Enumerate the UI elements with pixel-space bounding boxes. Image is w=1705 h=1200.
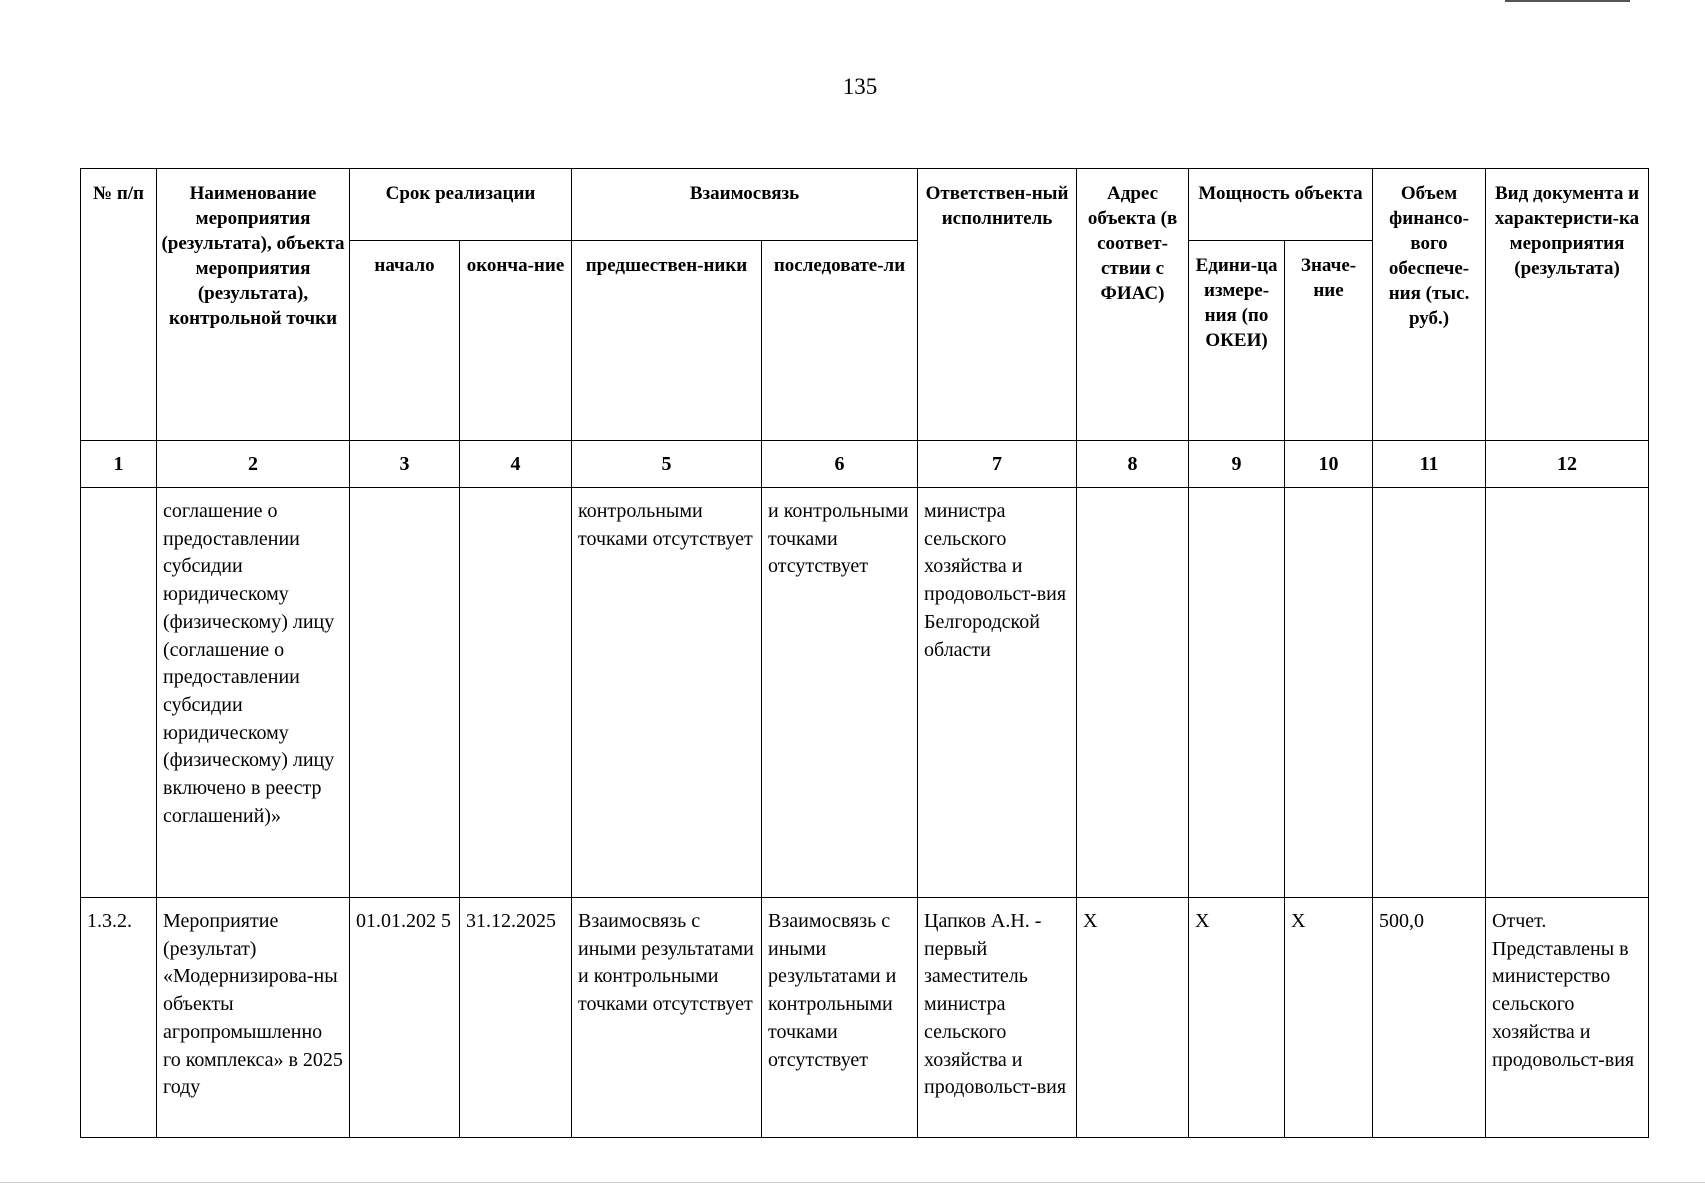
header-predecessors: предшествен-ники [572, 241, 762, 441]
cell-end [460, 488, 572, 898]
cell-predecessors: Взаимосвязь с иными результатами и контрольными точками отсутствует [572, 898, 762, 1138]
column-number: 2 [157, 441, 350, 488]
column-number: 5 [572, 441, 762, 488]
header-doc-type: Вид документа и характеристи-ка мероприятия (результата) [1486, 169, 1649, 441]
column-number: 12 [1486, 441, 1649, 488]
column-number: 6 [762, 441, 918, 488]
column-number: 1 [81, 441, 157, 488]
header-relation: Взаимосвязь [572, 169, 918, 241]
page-number: 135 [842, 74, 878, 99]
column-number: 9 [1189, 441, 1285, 488]
cell-value [1285, 488, 1373, 898]
column-number: 4 [460, 441, 572, 488]
column-number: 11 [1373, 441, 1486, 488]
header-value: Значе-ние [1285, 241, 1373, 441]
cell-volume: 500,0 [1373, 898, 1486, 1138]
cell-num [81, 488, 157, 898]
cell-doc-type: Отчет. Представлены в министерство сельского хозяйства и продовольст-вия [1486, 898, 1649, 1138]
header-end: оконча-ние [460, 241, 572, 441]
cell-responsible: министра сельского хозяйства и продовольст-вия Белгородской области [918, 488, 1077, 898]
cell-value: X [1285, 898, 1373, 1138]
header-start: начало [350, 241, 460, 441]
header-row-1 [81, 169, 1649, 241]
cell-start: 01.01.202 5 [350, 898, 460, 1138]
cell-name: Мероприятие (результат) «Модернизирова-ны объекты агропромышленно го комплекса» в 2025 году [157, 898, 350, 1138]
column-number: 10 [1285, 441, 1373, 488]
column-number: 7 [918, 441, 1077, 488]
cell-start [350, 488, 460, 898]
plan-table [80, 168, 1649, 1138]
column-number: 3 [350, 441, 460, 488]
header-capacity: Мощность объекта [1189, 169, 1373, 241]
header-successors: последовате-ли [762, 241, 918, 441]
cell-successors: и контрольными точками отсутствует [762, 488, 918, 898]
cell-successors: Взаимосвязь с иными результатами и контрольными точками отсутствует [762, 898, 918, 1138]
column-number-row [81, 441, 1649, 488]
cell-address [1077, 488, 1189, 898]
header-num: № п/п [81, 169, 157, 441]
header-name: Наименование мероприятия (результата), объекта мероприятия (результата), контрольной точки [157, 169, 350, 441]
scan-edge-line [1505, 0, 1630, 2]
header-unit: Едини-ца измере-ния (по ОКЕИ) [1189, 241, 1285, 441]
cell-unit [1189, 488, 1285, 898]
cell-predecessors: контрольными точками отсутствует [572, 488, 762, 898]
cell-address: X [1077, 898, 1189, 1138]
cell-volume [1373, 488, 1486, 898]
cell-name: соглашение о предоставлении субсидии юридическому (физическому) лицу (соглашение о предоставлении субсидии юридическому (физическому) лицу включено в реестр соглашений)» [157, 488, 350, 898]
cell-responsible: Цапков А.Н. - первый заместитель министра сельского хозяйства и продовольст-вия [918, 898, 1077, 1138]
cell-doc-type [1486, 488, 1649, 898]
scan-bottom-line [0, 1182, 1705, 1183]
header-period: Срок реализации [350, 169, 572, 241]
column-number: 8 [1077, 441, 1189, 488]
header-volume: Объем финансо-вого обеспече-ния (тыс. руб.) [1373, 169, 1486, 441]
cell-num: 1.3.2. [81, 898, 157, 1138]
header-responsible: Ответствен-ный исполнитель [918, 169, 1077, 441]
cell-end: 31.12.2025 [460, 898, 572, 1138]
cell-unit: X [1189, 898, 1285, 1138]
header-address: Адрес объекта (в соответ-ствии с ФИАС) [1077, 169, 1189, 441]
table-row [81, 898, 1649, 1138]
table-row [81, 488, 1649, 898]
